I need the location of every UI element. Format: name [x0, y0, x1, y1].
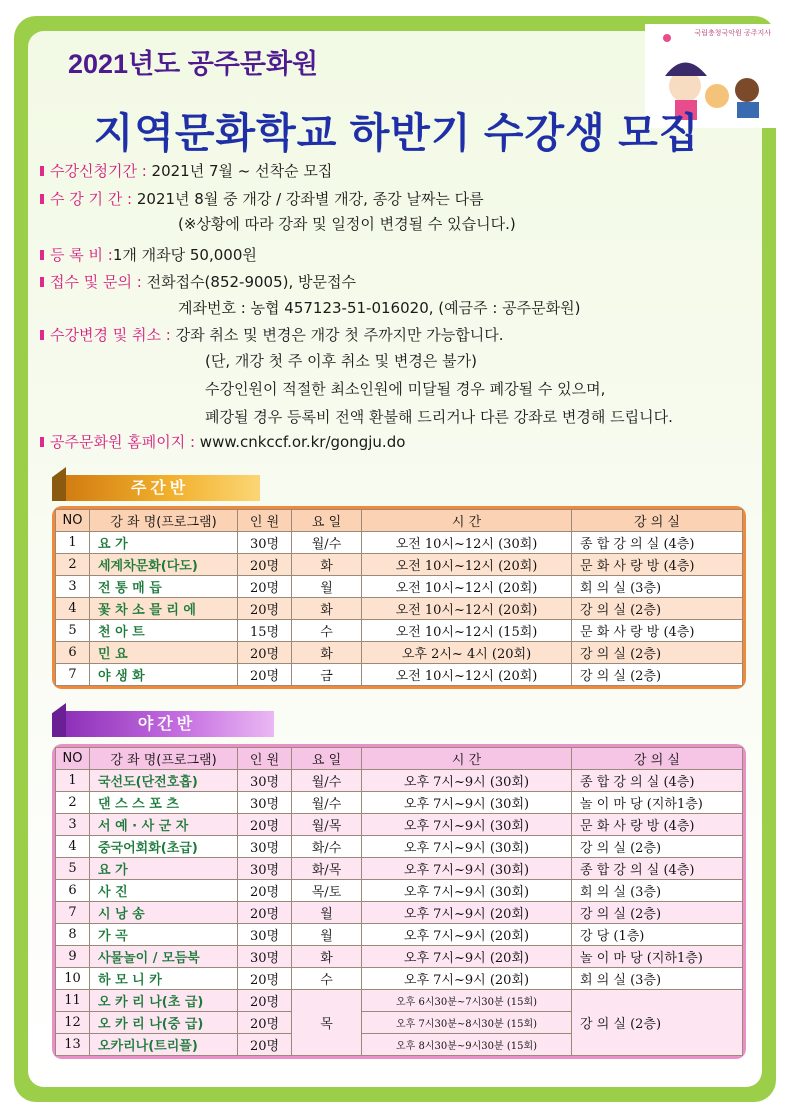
cell-count: 30명: [238, 924, 292, 946]
cell-name: 시 낭 송: [90, 902, 238, 924]
cell-no: 3: [56, 576, 90, 598]
info-value: 2021년 7월 ~ 선착순 모집: [151, 162, 333, 180]
info-apply: [40, 160, 332, 181]
cell-count: 15명: [238, 620, 292, 642]
cell-room: 강 당 (1층): [572, 924, 743, 946]
info-change-line2: (단, 개강 첫 주 이후 취소 및 변경은 불가): [205, 352, 477, 370]
info-value: 1개 개좌당 50,000원: [112, 246, 257, 264]
cell-room: 종 합 강 의 실 (4층): [572, 770, 743, 792]
table-row: [56, 880, 743, 902]
cell-count: 20명: [238, 902, 292, 924]
info-value: 2021년 8월 중 개강 / 강좌별 개강, 종강 날짜는 다름: [136, 190, 484, 208]
cell-count: 20명: [238, 880, 292, 902]
cell-time: 오후 7시~9시 (30회): [362, 836, 572, 858]
cell-count: 20명: [238, 664, 292, 686]
cell-time: 오전 10시~12시 (20회): [362, 554, 572, 576]
cell-count: 30명: [238, 836, 292, 858]
table-row: [56, 576, 743, 598]
table-header: [56, 748, 743, 770]
cell-room: 강 의 실 (2층): [572, 642, 743, 664]
cell-name: 사 진: [90, 880, 238, 902]
col-day: 요 일: [292, 748, 362, 770]
cell-day: 월/수: [292, 532, 362, 554]
cell-time: 오후 7시~9시 (20회): [362, 968, 572, 990]
cell-no: 13: [56, 1034, 90, 1056]
cell-no: 7: [56, 664, 90, 686]
cell-no: 6: [56, 642, 90, 664]
cell-day: 수: [292, 620, 362, 642]
cell-room: 문 화 사 랑 방 (4층): [572, 814, 743, 836]
cell-time: 오전 10시~12시 (20회): [362, 576, 572, 598]
cell-no: 7: [56, 902, 90, 924]
cell-day: 월: [292, 924, 362, 946]
cell-room: 문 화 사 랑 방 (4층): [572, 554, 743, 576]
cell-name: 천 아 트: [90, 620, 238, 642]
cell-count: 30명: [238, 532, 292, 554]
cell-no: 9: [56, 946, 90, 968]
cell-time: 오후 7시~9시 (30회): [362, 858, 572, 880]
cell-name: 댄 스 스 포 츠: [90, 792, 238, 814]
cell-room: 강 의 실 (2층): [572, 598, 743, 620]
cell-no: 3: [56, 814, 90, 836]
info-period: [40, 188, 484, 209]
cell-day: 월: [292, 902, 362, 924]
cell-day: 화: [292, 946, 362, 968]
info-value: 강좌 취소 및 변경은 개강 첫 주까지만 가능합니다.: [175, 326, 504, 344]
cell-count: 20명: [238, 576, 292, 598]
day-section-title: 주간반: [130, 478, 190, 497]
col-room: 강 의 실: [572, 748, 743, 770]
info-label: 접수 및 문의 :: [50, 273, 142, 291]
cell-name: 세계차문화(다도): [90, 554, 238, 576]
col-no: NO: [56, 748, 90, 770]
table-row: [56, 664, 743, 686]
bullet-icon: [40, 437, 44, 447]
cell-count: 30명: [238, 792, 292, 814]
cell-time: 오후 7시~9시 (30회): [362, 770, 572, 792]
table-header: [56, 510, 743, 532]
cell-time: 오후 7시30분~8시30분 (15회): [362, 1012, 572, 1034]
homepage-link[interactable]: www.cnkccf.or.kr/gongju.do: [199, 433, 406, 451]
table-row: [56, 902, 743, 924]
cell-no: 12: [56, 1012, 90, 1034]
table-row: [56, 770, 743, 792]
cell-count: 20명: [238, 554, 292, 576]
cell-name: 하 모 니 카: [90, 968, 238, 990]
table-row: [56, 858, 743, 880]
cell-name: 민 요: [90, 642, 238, 664]
cell-time: 오후 7시~9시 (20회): [362, 924, 572, 946]
cell-day: 월/수: [292, 792, 362, 814]
cell-room: 문 화 사 랑 방 (4층): [572, 620, 743, 642]
table-row: [56, 836, 743, 858]
cell-count: 20명: [238, 1012, 292, 1034]
col-time: 시 간: [362, 748, 572, 770]
info-period-note: (※상황에 따라 강좌 및 일정이 변경될 수 있습니다.): [178, 215, 516, 233]
cell-day: 화/목: [292, 858, 362, 880]
info-change: [40, 324, 504, 345]
bullet-icon: [40, 194, 44, 204]
cell-day: 목: [292, 990, 362, 1056]
cell-time: 오후 7시~9시 (20회): [362, 946, 572, 968]
cell-day: 목/토: [292, 880, 362, 902]
cell-time: 오후 8시30분~9시30분 (15회): [362, 1034, 572, 1056]
cell-count: 30명: [238, 858, 292, 880]
cell-day: 월/목: [292, 814, 362, 836]
table-row: [56, 946, 743, 968]
cell-name: 국선도(단전호흡): [90, 770, 238, 792]
cell-no: 6: [56, 880, 90, 902]
cell-time: 오후 7시~9시 (30회): [362, 814, 572, 836]
table-row: [56, 792, 743, 814]
info-label: 등 록 비 :: [50, 246, 113, 264]
cell-count: 20명: [238, 598, 292, 620]
cell-room: 강 의 실 (2층): [572, 990, 743, 1056]
night-section-banner: [60, 711, 274, 737]
info-homepage: [40, 431, 405, 452]
cell-time: 오전 10시~12시 (20회): [362, 598, 572, 620]
table-row: [56, 814, 743, 836]
cell-day: 수: [292, 968, 362, 990]
night-table: [52, 744, 746, 1059]
cell-room: 회 의 실 (3층): [572, 576, 743, 598]
cell-no: 4: [56, 598, 90, 620]
info-value: 전화접수(852-9005), 방문접수: [146, 273, 356, 291]
page-title: 지역문화학교 하반기 수강생 모집: [93, 110, 700, 156]
cell-name: 꽃 차 소 믈 리 에: [90, 598, 238, 620]
info-fee: [40, 244, 257, 265]
col-time: 시 간: [362, 510, 572, 532]
cell-name: 오카리나(트리플): [90, 1034, 238, 1056]
cell-time: 오후 2시~ 4시 (20회): [362, 642, 572, 664]
info-label: 수 강 기 간 :: [50, 190, 133, 208]
col-day: 요 일: [292, 510, 362, 532]
info-label: 수강변경 및 취소 :: [50, 326, 171, 344]
bullet-icon: [40, 277, 44, 287]
info-label: 수강신청기간 :: [50, 162, 147, 180]
col-room: 강 의 실: [572, 510, 743, 532]
cell-room: 회 의 실 (3층): [572, 968, 743, 990]
cell-day: 금: [292, 664, 362, 686]
bullet-icon: [40, 330, 44, 340]
cell-no: 5: [56, 858, 90, 880]
cell-no: 2: [56, 792, 90, 814]
col-count: 인 원: [238, 748, 292, 770]
cell-name: 전 통 매 듭: [90, 576, 238, 598]
cell-no: 8: [56, 924, 90, 946]
cell-room: 회 의 실 (3층): [572, 880, 743, 902]
cell-name: 중국어회화(초급): [90, 836, 238, 858]
cell-no: 10: [56, 968, 90, 990]
cell-day: 화/수: [292, 836, 362, 858]
cell-day: 화: [292, 642, 362, 664]
cell-count: 20명: [238, 642, 292, 664]
table-row: [56, 924, 743, 946]
logo-text: 국립충청국악원 공주지사: [694, 29, 771, 37]
table-row: [56, 532, 743, 554]
cell-room: 강 의 실 (2층): [572, 902, 743, 924]
col-count: 인 원: [238, 510, 292, 532]
cell-time: 오후 7시~9시 (30회): [362, 880, 572, 902]
day-section-banner: [60, 475, 260, 501]
night-section-title: 야간반: [137, 714, 197, 733]
cell-count: 20명: [238, 1034, 292, 1056]
cell-day: 월: [292, 576, 362, 598]
col-name: 강 좌 명(프로그램): [90, 510, 238, 532]
day-table: [52, 506, 746, 689]
cell-count: 20명: [238, 968, 292, 990]
col-no: NO: [56, 510, 90, 532]
cell-count: 20명: [238, 814, 292, 836]
bullet-icon: [40, 166, 44, 176]
cell-time: 오전 10시~12시 (20회): [362, 664, 572, 686]
cell-name: 요 가: [90, 532, 238, 554]
info-account: 계좌번호 : 농협 457123-51-016020, (예금주 : 공주문화원): [178, 299, 581, 317]
info-contact: [40, 271, 356, 292]
cell-time: 오후 6시30분~7시30분 (15회): [362, 990, 572, 1012]
cell-no: 5: [56, 620, 90, 642]
cell-room: 놀 이 마 당 (지하1층): [572, 946, 743, 968]
cell-name: 오 카 리 나(중 급): [90, 1012, 238, 1034]
cell-no: 4: [56, 836, 90, 858]
cell-time: 오전 10시~12시 (15회): [362, 620, 572, 642]
info-change-line3: 수강인원이 적절한 최소인원에 미달될 경우 폐강될 수 있으며,: [205, 380, 606, 398]
cell-no: 1: [56, 532, 90, 554]
cell-name: 오 카 리 나(초 급): [90, 990, 238, 1012]
col-name: 강 좌 명(프로그램): [90, 748, 238, 770]
cell-name: 요 가: [90, 858, 238, 880]
cell-no: 1: [56, 770, 90, 792]
info-label: 공주문화원 홈페이지 :: [50, 433, 196, 451]
cell-time: 오전 10시~12시 (30회): [362, 532, 572, 554]
cell-name: 사물놀이 / 모듬북: [90, 946, 238, 968]
table-row: [56, 642, 743, 664]
table-row: [56, 620, 743, 642]
cell-name: 서 예 · 사 군 자: [90, 814, 238, 836]
cell-count: 30명: [238, 770, 292, 792]
cell-time: 오후 7시~9시 (30회): [362, 792, 572, 814]
cell-room: 종 합 강 의 실 (4층): [572, 532, 743, 554]
table-row: [56, 554, 743, 576]
cell-count: 30명: [238, 946, 292, 968]
cell-room: 놀 이 마 당 (지하1층): [572, 792, 743, 814]
cell-day: 화: [292, 554, 362, 576]
subtitle: 2021년도 공주문화원: [68, 49, 319, 79]
table-row: [56, 968, 743, 990]
cell-day: 월/수: [292, 770, 362, 792]
table-row: [56, 990, 743, 1012]
cell-room: 강 의 실 (2층): [572, 664, 743, 686]
table-row: [56, 598, 743, 620]
cell-room: 강 의 실 (2층): [572, 836, 743, 858]
info-change-line4: 폐강될 경우 등록비 전액 환불해 드리거나 다른 강좌로 변경해 드립니다.: [205, 408, 673, 426]
cell-no: 11: [56, 990, 90, 1012]
cell-day: 화: [292, 598, 362, 620]
bullet-icon: [40, 250, 44, 260]
cell-time: 오후 7시~9시 (20회): [362, 902, 572, 924]
cell-count: 20명: [238, 990, 292, 1012]
cell-room: 종 합 강 의 실 (4층): [572, 858, 743, 880]
cell-name: 가 곡: [90, 924, 238, 946]
cell-name: 야 생 화: [90, 664, 238, 686]
cell-no: 2: [56, 554, 90, 576]
